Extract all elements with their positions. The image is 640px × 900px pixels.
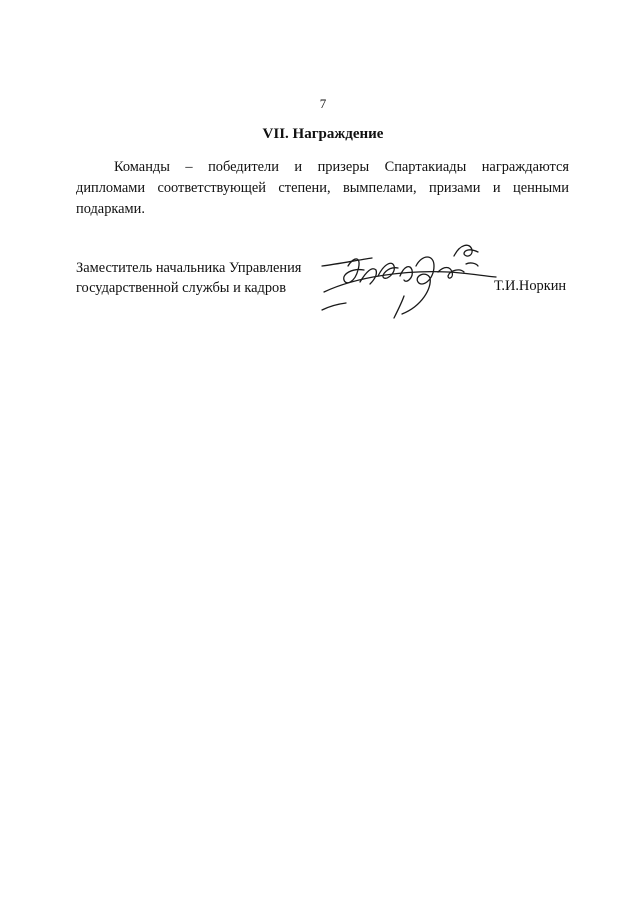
signatory-name: Т.И.Норкин [494,278,567,294]
signatory-position-line2: государственной службы и кадров [76,280,287,296]
signatory-position [76,258,301,298]
signatory-position-line1: Заместитель начальника Управления [76,260,302,276]
page-number: 7 [319,96,327,111]
handwritten-signature [318,236,502,320]
body-paragraph: Команды – победители и призеры Спартакиады награждаются дипломами соответствующей степени, вымпелами, призами и ценными подарками. [76,159,569,217]
section-title: VII. Награждение [262,126,384,142]
